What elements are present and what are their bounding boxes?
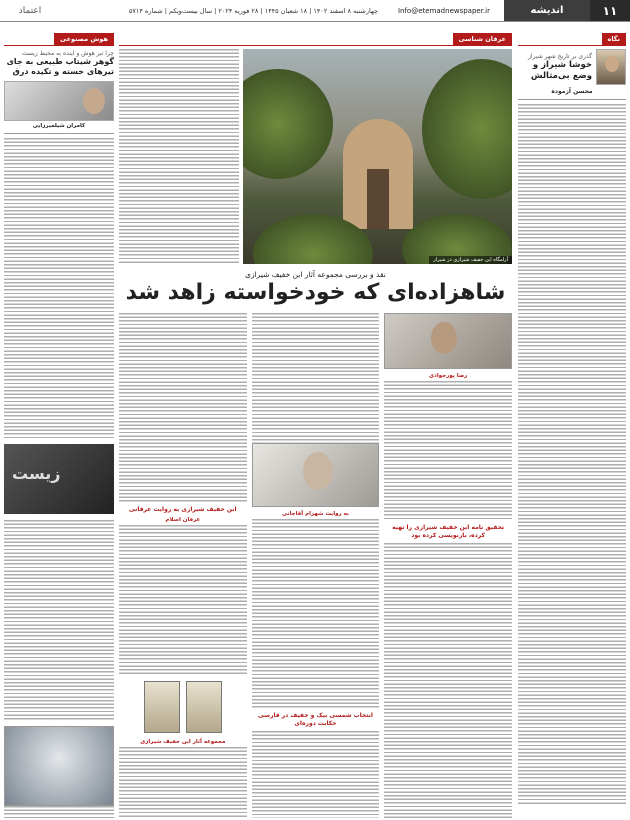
section-title: اندیشه [504,0,590,21]
page-header [0,0,630,22]
headline-kicker: نقد و بررسی مجموعه آثار ابن خفیف شیرازی [245,270,386,279]
newspaper-logo: اعتماد [18,5,42,16]
banner-image [4,444,114,514]
body-column-2 [252,313,380,818]
author-name: کامران شیلمیرزایی [32,123,86,129]
book-cover [186,681,222,733]
bottom-subtitle: انتخاب شمسی نیک و خفیف در فارسی حکایت دوره‌ای [258,712,373,727]
article-kicker: چرا تبر هوش و اینده به محیط زیست [21,50,114,57]
interview-photo [252,443,380,507]
author-name: محسن آزموده [551,88,593,95]
article-title: خوشا شیراز و وضع بی‌مثالش [530,60,592,81]
photo-caption: آرامگاه ابن خفیف شیرازی در شیراز [429,256,512,264]
column-tag: هوش مصنوعی [54,33,114,45]
email-link[interactable]: Info@etemadnewspaper.ir [397,6,491,15]
robot-image [4,726,114,806]
body-column-1 [384,313,512,818]
article-kicker: گذری بر تاریخ شهر شیراز [528,53,592,60]
body-column-3 [119,313,247,818]
column-tag: نگاه [602,33,627,45]
banner-text: زیست [12,464,61,483]
intro-text [119,49,239,264]
headline: شاهزاده‌ای که خودخواسته زاهد شد [125,280,506,305]
author-photo [596,49,626,85]
article-title: گوهر شیتاب طبیعی به جای تیرهای خسته و تکیده درق [6,57,114,76]
books-caption: مجموعه آثار ابن خفیف شیرازی [140,739,226,745]
tomb-photo [243,49,512,264]
section-tag: عرفان شناسی [453,33,512,45]
books-image [119,681,247,733]
mid-quote-title: ابن خفیف شیرازی به روایت عرفانی [129,506,237,513]
page-number: ۱۱ [590,0,630,21]
interview-quote: تحقیق نامه ابن خفیف شیرازی را تهیه کرده، بازنویسی کرده بود [392,524,505,539]
reza-portrait [384,313,512,369]
left-column [4,26,114,818]
right-column [518,26,626,818]
book-cover [144,681,180,733]
main-article [119,26,512,818]
mid-quote-author: عرفان اسلام [165,517,201,523]
article-body [518,104,626,804]
author-photo [4,81,114,121]
interview-note: به روایت شهرام آقاجانی [281,511,350,517]
sub-author: رضا پورجوادی [429,373,468,379]
date-line: چهارشنبه ۸ اسفند ۱۴۰۲ | ۱۸ شعبان ۱۴۴۵ | ۲۸ فوریه ۲۰۲۴ | سال بیست‌ویکم | شماره ۵۷۱۴ [128,6,378,15]
